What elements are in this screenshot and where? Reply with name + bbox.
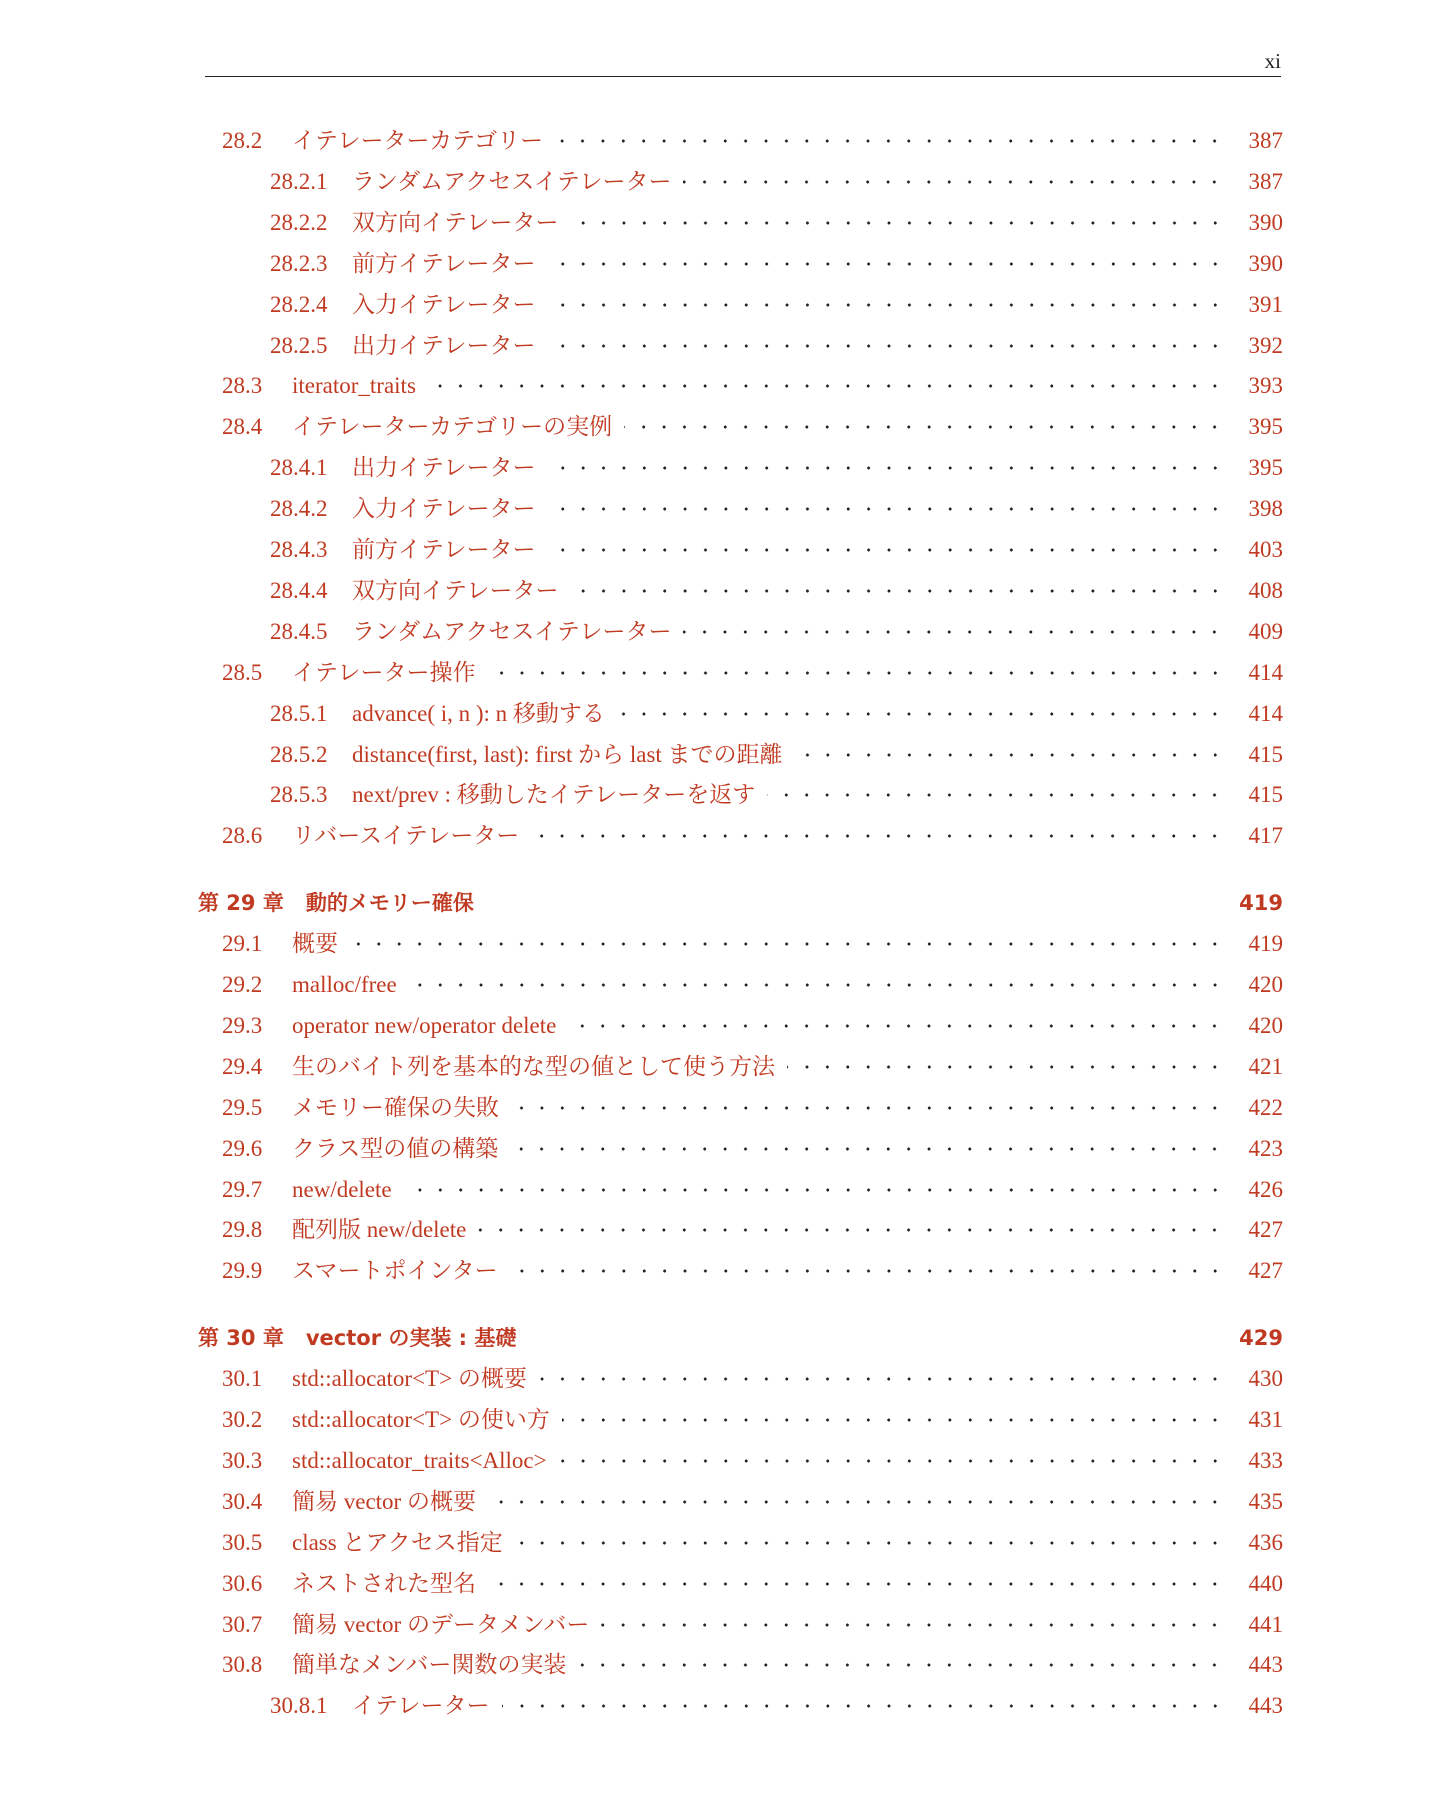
section-number: 28.5.3 <box>270 782 328 808</box>
dot-leader <box>502 1696 1225 1716</box>
section-title: 双方向イテレーター <box>352 577 559 603</box>
section-number: 28.5 <box>222 659 263 685</box>
toc-section-entry[interactable] <box>198 1606 1283 1644</box>
section-number: 30.4 <box>222 1488 263 1514</box>
section-number: 28.2.1 <box>270 168 328 194</box>
section-number: 29.4 <box>222 1053 263 1079</box>
section-number: 30.1 <box>222 1366 263 1392</box>
dot-leader <box>428 376 1225 396</box>
dot-leader <box>548 540 1225 560</box>
dot-leader <box>548 499 1225 519</box>
dot-leader <box>571 581 1225 601</box>
section-page-number: 421 <box>1248 1053 1283 1079</box>
dot-leader <box>617 704 1225 724</box>
section-title: 出力イテレーター <box>352 332 536 358</box>
section-title: イテレーター操作 <box>292 659 476 685</box>
toc-section-entry[interactable] <box>198 817 1283 855</box>
dot-leader <box>555 131 1225 151</box>
toc-subsection-entry[interactable] <box>198 327 1283 365</box>
section-number: 28.4.3 <box>270 537 328 562</box>
section-page-number: 441 <box>1248 1611 1283 1637</box>
toc-section-entry[interactable] <box>198 122 1283 160</box>
section-page-number: 391 <box>1248 291 1283 317</box>
section-title: operator new/operator delete <box>292 1012 557 1038</box>
chapter-number: 第 30 章 <box>198 1326 284 1351</box>
section-title: std::allocator<T> の使い方 <box>292 1407 550 1432</box>
dot-leader <box>510 1139 1225 1159</box>
dot-leader <box>488 663 1225 683</box>
section-title: 簡単なメンバー関数の実装 <box>292 1652 567 1678</box>
toc-subsection-entry[interactable] <box>198 572 1283 610</box>
dot-leader <box>548 254 1225 274</box>
toc-section-entry[interactable] <box>198 1130 1283 1168</box>
section-number: 30.6 <box>222 1570 263 1596</box>
section-page-number: 430 <box>1248 1366 1283 1392</box>
section-page-number: 420 <box>1248 1012 1283 1038</box>
section-number: 29.5 <box>222 1094 263 1120</box>
section-number: 30.2 <box>222 1407 263 1432</box>
section-page-number: 426 <box>1248 1176 1283 1202</box>
chapter-title: 動的メモリー確保 <box>305 891 474 916</box>
section-page-number: 427 <box>1248 1258 1283 1284</box>
toc-section-entry[interactable] <box>198 1007 1283 1045</box>
section-page-number: 398 <box>1248 496 1283 522</box>
toc-subsection-entry[interactable] <box>198 449 1283 487</box>
section-page-number: 435 <box>1248 1488 1283 1514</box>
toc-section-entry[interactable] <box>198 1211 1283 1249</box>
toc-section-entry[interactable] <box>198 1442 1283 1480</box>
dot-leader <box>510 1261 1225 1281</box>
toc-subsection-entry[interactable] <box>198 1687 1283 1725</box>
section-title: イテレーター <box>352 1693 490 1719</box>
section-title: イテレーターカテゴリー <box>292 128 544 153</box>
section-title: 簡易 vector の概要 <box>292 1488 476 1514</box>
section-page-number: 395 <box>1248 414 1283 440</box>
dot-leader <box>767 785 1225 805</box>
section-page-number: 403 <box>1248 537 1283 562</box>
section-number: 28.4.1 <box>270 455 328 481</box>
chapter-title: vector の実装 : 基礎 <box>305 1326 517 1351</box>
section-number: 28.2 <box>222 128 263 153</box>
section-number: 30.5 <box>222 1529 263 1555</box>
toc-subsection-entry[interactable] <box>198 163 1283 201</box>
section-title: next/prev : 移動したイテレーターを返す <box>352 782 756 808</box>
section-title: iterator_traits <box>292 373 416 399</box>
section-number: 30.7 <box>222 1611 263 1637</box>
dot-leader <box>562 1410 1225 1430</box>
section-number: 30.8 <box>222 1652 263 1678</box>
section-number: 29.8 <box>222 1217 263 1243</box>
toc-subsection-entry[interactable] <box>198 736 1283 774</box>
section-number: 28.3 <box>222 373 263 399</box>
section-title: クラス型の値の構築 <box>292 1135 499 1161</box>
toc-section-entry[interactable] <box>198 966 1283 1004</box>
section-number: 28.2.2 <box>270 209 328 235</box>
section-title: 概要 <box>292 931 338 957</box>
section-number: 28.2.5 <box>270 332 328 358</box>
dot-leader <box>578 1655 1225 1675</box>
section-title: リバースイテレーター <box>292 823 520 849</box>
dot-leader <box>478 1220 1225 1240</box>
section-title: イテレーターカテゴリーの実例 <box>292 414 613 440</box>
dot-leader <box>601 1615 1225 1635</box>
section-page-number: 390 <box>1248 250 1283 276</box>
section-page-number: 436 <box>1248 1529 1283 1555</box>
section-page-number: 427 <box>1248 1217 1283 1243</box>
dot-leader <box>571 213 1225 233</box>
section-title: 双方向イテレーター <box>352 209 559 235</box>
dot-leader <box>511 1098 1225 1118</box>
dot-leader <box>539 1369 1225 1389</box>
toc-subsection-entry[interactable] <box>198 490 1283 528</box>
section-number: 28.2.3 <box>270 250 328 276</box>
dot-leader <box>787 1057 1225 1077</box>
section-page-number: 423 <box>1248 1135 1283 1161</box>
section-title: 生のバイト列を基本的な型の値として使う方法 <box>292 1053 775 1079</box>
section-title: メモリー確保の失敗 <box>292 1094 499 1120</box>
section-page-number: 408 <box>1248 577 1283 603</box>
toc-section-entry[interactable] <box>198 1565 1283 1603</box>
chapter-number: 第 29 章 <box>198 891 284 916</box>
section-title: distance(first, last): first から last までの距離 <box>352 741 783 767</box>
section-page-number: 414 <box>1248 659 1283 685</box>
section-title: 配列版 new/delete <box>292 1217 467 1243</box>
section-page-number: 431 <box>1248 1407 1283 1432</box>
section-number: 30.8.1 <box>270 1693 328 1719</box>
toc-subsection-entry[interactable] <box>198 613 1283 651</box>
page-number: xi <box>1264 49 1281 73</box>
page-header <box>205 49 1281 77</box>
section-title: ランダムアクセスイテレーター <box>352 618 672 644</box>
section-number: 29.6 <box>222 1135 263 1161</box>
toc-subsection-entry[interactable] <box>198 776 1283 814</box>
section-number: 28.6 <box>222 823 263 849</box>
section-number: 29.9 <box>222 1258 263 1284</box>
toc-subsection-entry[interactable] <box>198 245 1283 283</box>
section-title: new/delete <box>292 1176 392 1202</box>
toc-section-entry[interactable] <box>198 1524 1283 1562</box>
dot-leader <box>515 1533 1225 1553</box>
section-page-number: 443 <box>1248 1652 1283 1678</box>
dot-leader <box>795 745 1225 765</box>
section-number: 28.4.2 <box>270 496 328 522</box>
section-title: スマートポインター <box>292 1258 498 1284</box>
section-page-number: 387 <box>1248 168 1283 194</box>
section-number: 29.7 <box>222 1176 263 1202</box>
toc-chapter-entry[interactable] <box>198 1319 1283 1357</box>
section-title: std::allocator_traits<Alloc> <box>292 1447 547 1473</box>
section-title: std::allocator<T> の概要 <box>292 1366 527 1392</box>
toc-section-entry[interactable] <box>198 1089 1283 1127</box>
toc-section-entry[interactable] <box>198 1483 1283 1521</box>
dot-leader <box>548 458 1225 478</box>
section-page-number: 415 <box>1248 741 1283 767</box>
toc-section-entry[interactable] <box>198 1401 1283 1439</box>
section-number: 29.3 <box>222 1012 263 1038</box>
dot-leader <box>350 934 1225 954</box>
section-title: 簡易 vector のデータメンバー <box>292 1611 590 1637</box>
toc-chapter-entry[interactable] <box>198 884 1283 922</box>
section-title: 入力イテレーター <box>352 291 536 317</box>
section-title: 出力イテレーター <box>352 455 536 481</box>
toc-subsection-entry[interactable] <box>198 531 1283 569</box>
section-page-number: 417 <box>1248 823 1283 849</box>
toc-section-entry[interactable] <box>198 925 1283 963</box>
section-page-number: 440 <box>1248 1570 1283 1596</box>
dot-leader <box>683 172 1225 192</box>
toc-subsection-entry[interactable] <box>198 204 1283 242</box>
dot-leader <box>624 417 1225 437</box>
section-page-number: 419 <box>1248 931 1283 957</box>
toc-section-entry[interactable] <box>198 1360 1283 1398</box>
section-page-number: 422 <box>1248 1094 1283 1120</box>
dot-leader <box>683 622 1225 642</box>
section-page-number: 409 <box>1248 618 1283 644</box>
section-number: 29.2 <box>222 972 263 997</box>
toc-section-entry[interactable] <box>198 654 1283 692</box>
section-number: 28.4.5 <box>270 618 328 644</box>
dot-leader <box>409 975 1225 995</box>
section-title: 前方イテレーター <box>352 537 536 562</box>
section-page-number: 392 <box>1248 332 1283 358</box>
dot-leader <box>404 1180 1225 1200</box>
dot-leader <box>559 1451 1225 1471</box>
toc-section-entry[interactable] <box>198 408 1283 446</box>
chapter-page-number: 419 <box>1239 891 1283 916</box>
section-title: 入力イテレーター <box>352 496 536 522</box>
section-number: 28.5.2 <box>270 741 328 767</box>
section-page-number: 387 <box>1248 128 1283 153</box>
toc-subsection-entry[interactable] <box>198 695 1283 733</box>
section-title: 前方イテレーター <box>352 250 536 276</box>
section-title: ネストされた型名 <box>292 1570 476 1596</box>
section-number: 28.5.1 <box>270 700 328 726</box>
dot-leader <box>488 1492 1225 1512</box>
section-page-number: 415 <box>1248 782 1283 808</box>
section-number: 28.4.4 <box>270 577 328 603</box>
section-page-number: 420 <box>1248 972 1283 997</box>
section-number: 29.1 <box>222 931 263 957</box>
chapter-page-number: 429 <box>1239 1326 1283 1351</box>
toc-section-entry[interactable] <box>198 1171 1283 1209</box>
dot-leader <box>548 336 1225 356</box>
dot-leader <box>568 1016 1225 1036</box>
section-number: 28.2.4 <box>270 291 328 317</box>
dot-leader <box>531 826 1225 846</box>
toc-section-entry[interactable] <box>198 1252 1283 1290</box>
section-title: class とアクセス指定 <box>292 1529 503 1555</box>
toc-section-entry[interactable] <box>198 1048 1283 1086</box>
dot-leader <box>548 295 1225 315</box>
section-page-number: 395 <box>1248 455 1283 481</box>
toc-subsection-entry[interactable] <box>198 286 1283 324</box>
section-number: 30.3 <box>222 1447 263 1473</box>
section-page-number: 443 <box>1248 1693 1283 1719</box>
section-page-number: 390 <box>1248 209 1283 235</box>
section-number: 28.4 <box>222 414 263 440</box>
toc-section-entry[interactable] <box>198 1646 1283 1684</box>
section-title: advance( i, n ): n 移動する <box>352 700 605 726</box>
section-page-number: 433 <box>1248 1447 1283 1473</box>
section-title: ランダムアクセスイテレーター <box>352 168 672 194</box>
section-title: malloc/free <box>292 972 397 997</box>
dot-leader <box>488 1574 1225 1594</box>
section-page-number: 414 <box>1248 700 1283 726</box>
toc-section-entry[interactable] <box>198 367 1283 405</box>
section-page-number: 393 <box>1248 373 1283 399</box>
